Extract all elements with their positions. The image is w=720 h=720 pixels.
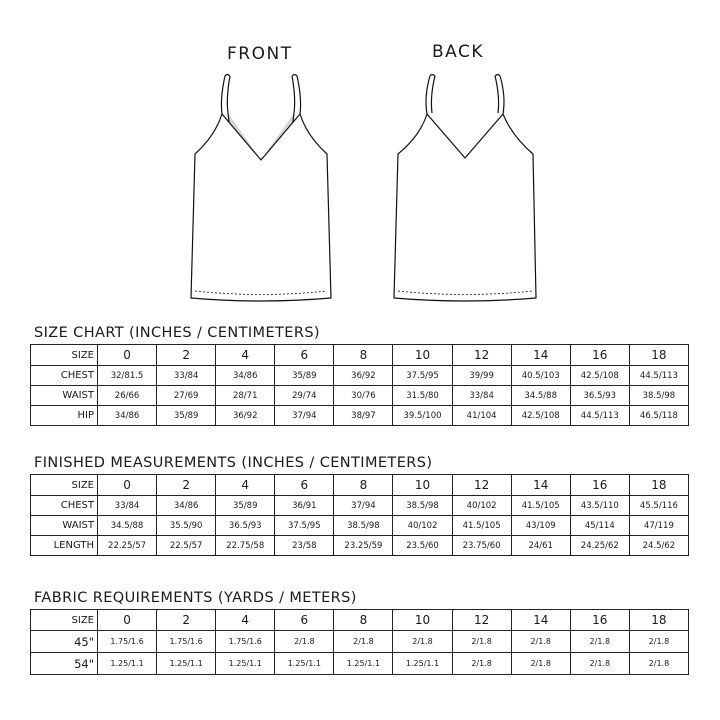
- back-view-label: BACK: [432, 42, 485, 62]
- table-row-54-inch: [31, 653, 689, 675]
- size-cell: 8: [334, 475, 393, 496]
- size-cell: 4: [216, 610, 275, 631]
- value-cell: 35.5/90: [157, 516, 216, 536]
- table-row-chest: [31, 366, 689, 386]
- value-cell: 22.25/57: [98, 536, 157, 556]
- value-cell: 42.5/108: [511, 406, 570, 426]
- value-cell: 44.5/113: [629, 366, 688, 386]
- value-cell: 24.25/62: [570, 536, 629, 556]
- value-cell: 29/74: [275, 386, 334, 406]
- size-cell: 0: [98, 345, 157, 366]
- front-camisole-illustration: [185, 68, 335, 308]
- size-header-label: SIZE: [31, 610, 98, 631]
- size-header-label: SIZE: [31, 475, 98, 496]
- value-cell: 39.5/100: [393, 406, 452, 426]
- value-cell: 2/1.8: [452, 631, 511, 653]
- finished-measurements-title: FINISHED MEASUREMENTS (INCHES / CENTIMETERS): [34, 455, 433, 471]
- table-row-waist: [31, 386, 689, 406]
- value-cell: 36/91: [275, 496, 334, 516]
- size-chart-title: SIZE CHART (INCHES / CENTIMETERS): [34, 325, 320, 341]
- table-row-hip: [31, 406, 689, 426]
- value-cell: 46.5/118: [629, 406, 688, 426]
- value-cell: 1.25/1.1: [393, 653, 452, 675]
- value-cell: 33/84: [157, 366, 216, 386]
- value-cell: 37/94: [275, 406, 334, 426]
- size-cell: 0: [98, 610, 157, 631]
- row-label: 54": [31, 653, 98, 675]
- value-cell: 38/97: [334, 406, 393, 426]
- size-cell: 10: [393, 345, 452, 366]
- value-cell: 35/89: [216, 496, 275, 516]
- value-cell: 38.5/98: [334, 516, 393, 536]
- value-cell: 2/1.8: [629, 631, 688, 653]
- table-row-chest: [31, 496, 689, 516]
- value-cell: 34.5/88: [98, 516, 157, 536]
- size-cell: 18: [629, 610, 688, 631]
- size-cell: 12: [452, 610, 511, 631]
- value-cell: 2/1.8: [511, 653, 570, 675]
- value-cell: 1.25/1.1: [98, 653, 157, 675]
- value-cell: 34.5/88: [511, 386, 570, 406]
- value-cell: 2/1.8: [570, 631, 629, 653]
- size-cell: 10: [393, 610, 452, 631]
- size-cell: 16: [570, 610, 629, 631]
- value-cell: 33/84: [452, 386, 511, 406]
- value-cell: 37/94: [334, 496, 393, 516]
- size-cell: 0: [98, 475, 157, 496]
- back-camisole-illustration: [390, 68, 540, 308]
- value-cell: 22.75/58: [216, 536, 275, 556]
- size-cell: 2: [157, 610, 216, 631]
- row-label: WAIST: [31, 516, 98, 536]
- value-cell: 43/109: [511, 516, 570, 536]
- value-cell: 30/76: [334, 386, 393, 406]
- row-label: CHEST: [31, 366, 98, 386]
- value-cell: 24.5/62: [629, 536, 688, 556]
- size-cell: 14: [511, 610, 570, 631]
- value-cell: 31.5/80: [393, 386, 452, 406]
- size-cell: 4: [216, 345, 275, 366]
- size-cell: 8: [334, 345, 393, 366]
- value-cell: 23.75/60: [452, 536, 511, 556]
- value-cell: 39/99: [452, 366, 511, 386]
- size-cell: 12: [452, 345, 511, 366]
- size-cell: 14: [511, 345, 570, 366]
- value-cell: 38.5/98: [629, 386, 688, 406]
- value-cell: 2/1.8: [629, 653, 688, 675]
- value-cell: 23.5/60: [393, 536, 452, 556]
- finished-measurements-table: [30, 474, 689, 556]
- value-cell: 37.5/95: [393, 366, 452, 386]
- value-cell: 2/1.8: [393, 631, 452, 653]
- row-label: 45": [31, 631, 98, 653]
- value-cell: 41.5/105: [452, 516, 511, 536]
- table-row-waist: [31, 516, 689, 536]
- fabric-requirements-title: FABRIC REQUIREMENTS (YARDS / METERS): [34, 590, 357, 606]
- value-cell: 2/1.8: [511, 631, 570, 653]
- value-cell: 44.5/113: [570, 406, 629, 426]
- value-cell: 34/86: [216, 366, 275, 386]
- value-cell: 2/1.8: [452, 653, 511, 675]
- value-cell: 38.5/98: [393, 496, 452, 516]
- size-cell: 6: [275, 345, 334, 366]
- value-cell: 35/89: [275, 366, 334, 386]
- size-header-row: [31, 475, 689, 496]
- size-cell: 18: [629, 475, 688, 496]
- size-cell: 12: [452, 475, 511, 496]
- size-cell: 6: [275, 475, 334, 496]
- value-cell: 1.25/1.1: [275, 653, 334, 675]
- table-row-length: [31, 536, 689, 556]
- value-cell: 2/1.8: [570, 653, 629, 675]
- value-cell: 45/114: [570, 516, 629, 536]
- table-row-45-inch: [31, 631, 689, 653]
- value-cell: 34/86: [157, 496, 216, 516]
- value-cell: 1.75/1.6: [98, 631, 157, 653]
- value-cell: 41/104: [452, 406, 511, 426]
- size-cell: 2: [157, 345, 216, 366]
- value-cell: 27/69: [157, 386, 216, 406]
- value-cell: 40/102: [393, 516, 452, 536]
- size-header-label: SIZE: [31, 345, 98, 366]
- value-cell: 47/119: [629, 516, 688, 536]
- value-cell: 26/66: [98, 386, 157, 406]
- value-cell: 42.5/108: [570, 366, 629, 386]
- size-cell: 6: [275, 610, 334, 631]
- value-cell: 34/86: [98, 406, 157, 426]
- value-cell: 43.5/110: [570, 496, 629, 516]
- size-cell: 8: [334, 610, 393, 631]
- size-cell: 16: [570, 475, 629, 496]
- value-cell: 23/58: [275, 536, 334, 556]
- fabric-requirements-table: [30, 609, 689, 675]
- size-chart-table: [30, 344, 689, 426]
- value-cell: 37.5/95: [275, 516, 334, 536]
- value-cell: 1.25/1.1: [334, 653, 393, 675]
- row-label: HIP: [31, 406, 98, 426]
- value-cell: 36/92: [216, 406, 275, 426]
- value-cell: 40.5/103: [511, 366, 570, 386]
- size-cell: 16: [570, 345, 629, 366]
- value-cell: 36.5/93: [216, 516, 275, 536]
- row-label: LENGTH: [31, 536, 98, 556]
- row-label: WAIST: [31, 386, 98, 406]
- value-cell: 41.5/105: [511, 496, 570, 516]
- value-cell: 28/71: [216, 386, 275, 406]
- value-cell: 1.75/1.6: [157, 631, 216, 653]
- value-cell: 22.5/57: [157, 536, 216, 556]
- value-cell: 2/1.8: [334, 631, 393, 653]
- value-cell: 1.25/1.1: [216, 653, 275, 675]
- size-cell: 10: [393, 475, 452, 496]
- row-label: CHEST: [31, 496, 98, 516]
- size-cell: 4: [216, 475, 275, 496]
- size-cell: 18: [629, 345, 688, 366]
- value-cell: 35/89: [157, 406, 216, 426]
- value-cell: 32/81.5: [98, 366, 157, 386]
- value-cell: 40/102: [452, 496, 511, 516]
- size-cell: 14: [511, 475, 570, 496]
- value-cell: 23.25/59: [334, 536, 393, 556]
- value-cell: 24/61: [511, 536, 570, 556]
- value-cell: 1.75/1.6: [216, 631, 275, 653]
- value-cell: 2/1.8: [275, 631, 334, 653]
- size-header-row: [31, 345, 689, 366]
- value-cell: 33/84: [98, 496, 157, 516]
- value-cell: 45.5/116: [629, 496, 688, 516]
- size-cell: 2: [157, 475, 216, 496]
- front-view-label: FRONT: [227, 44, 293, 64]
- value-cell: 36.5/93: [570, 386, 629, 406]
- value-cell: 1.25/1.1: [157, 653, 216, 675]
- size-header-row: [31, 610, 689, 631]
- value-cell: 36/92: [334, 366, 393, 386]
